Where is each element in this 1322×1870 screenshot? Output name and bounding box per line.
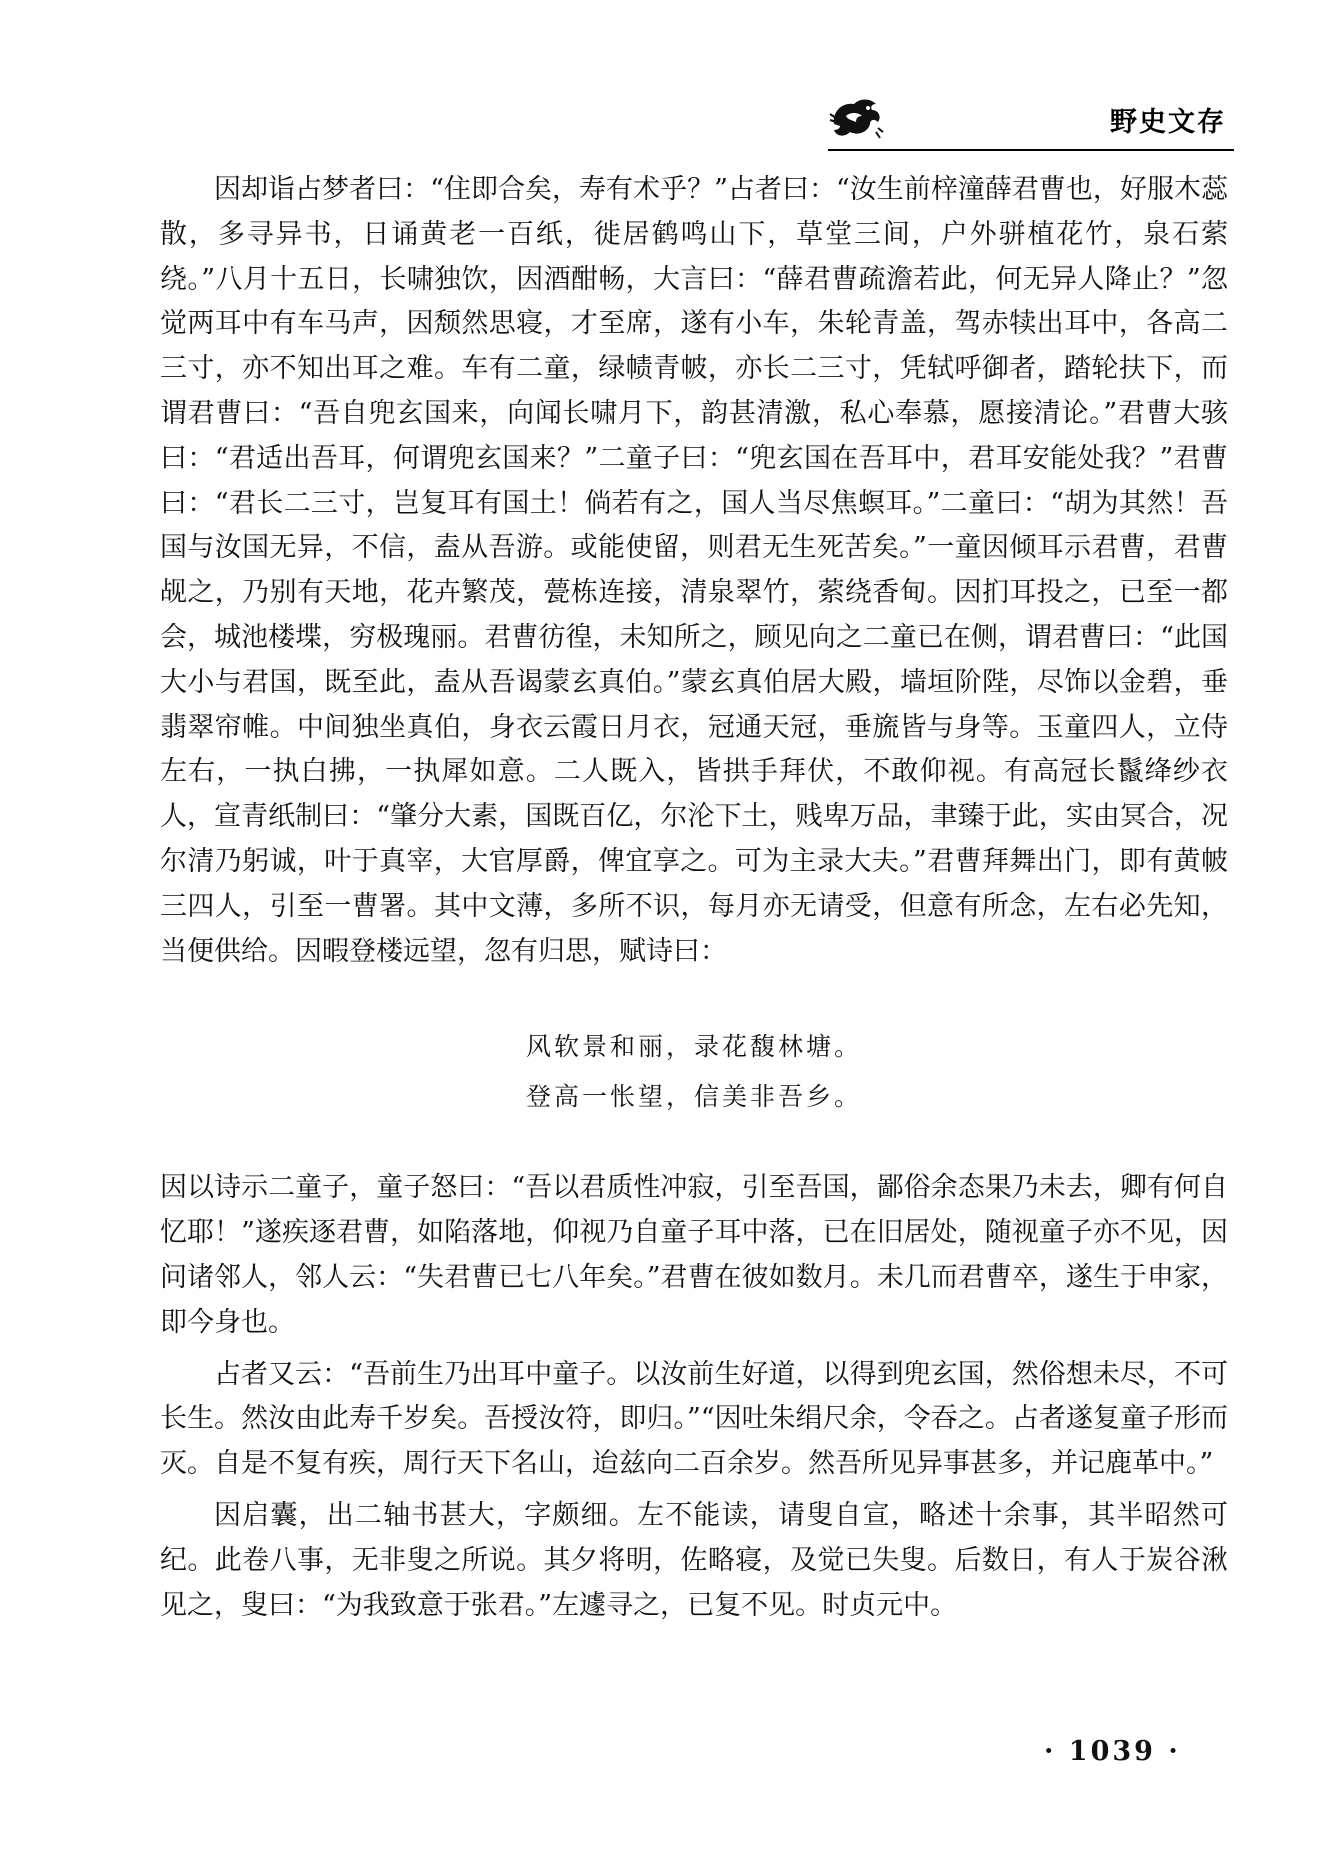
body-paragraph: 因却诣占梦者曰：“住即合矣，寿有术乎？”占者曰：“汝生前梓潼薛君曹也，好服木蕊散，多寻异书，日诵黄老一百纸，徙居鹤鸣山下，草堂三间，户外骈植花竹，泉石萦绕。”八月十五日，长啸独饮，因酒酣畅，大言曰：“薛君曹疏澹若此，何无异人降止？”忽觉两耳中有车马声，因颓然思寝，才至席，遂有小车，朱轮青盖，驾赤犊出耳中，各高二三寸，亦不知出耳之难。车有二童，绿帻青帔，亦长二三寸，凭轼呼御者，踏轮扶下，而谓君曹曰：“吾自兜玄国来，向闻长啸月下，韵甚清激，私心奉慕，愿接清论。”君曹大骇曰：“君适出吾耳，何谓兜玄国来？”二童子曰：“兜玄国在吾耳中，君耳安能处我？”君曹曰：“君长二三寸，岂复耳有国土！倘若有之，国人当尽焦螟耳。”二童曰：“胡为其然！吾国与汝国无异，不信，盍从吾游。或能使留，则君无生死苦矣。”一童因倾耳示君曹，君曹觇之，乃别有天地，花卉繁茂，甍栋连接，清泉翠竹，萦绕香甸。因扪耳投之，已至一都会，城池楼堞，穷极瑰丽。君曹彷徨，未知所之，顾见向之二童已在侧，谓君曹曰：“此国大小与君国，既至此，盍从吾谒蒙玄真伯。”蒙玄真伯居大殿，墙垣阶陛，尽饰以金碧，垂翡翠帘帷。中间独坐真伯，身衣云霞日月衣，冠通天冠，垂旒皆与身等。玉童四人，立侍左右，一执白拂，一执犀如意。二人既入，皆拱手拜伏，不敢仰视。有高冠长鬣绛纱衣人，宣青纸制曰：“肇分大素，国既百亿，尔沦下土，贱卑万品，聿臻于此，实由冥合，况尔清乃躬诚，叶于真宰，大官厚爵，俾宜享之。可为主录大夫。”君曹拜舞出门，即有黄帔三四人，引至一曹署。其中文薄，多所不识，每月亦无请受，但意有所念，左右必先知，当便供给。因暇登楼远望，忽有归思，赋诗曰： [160,174,1228,967]
header-rule [828,149,1234,151]
dragon-emblem-icon [828,94,884,140]
page-number: · 1039 · [1044,1736,1181,1767]
poem-block [160,1022,1228,1122]
header-title: 野史文存 [1110,107,1226,138]
page-header [828,88,1234,150]
body-paragraph: 占者又云：“吾前生乃出耳中童子。以汝前生好道，以得到兜玄国，然俗想未尽，不可长生。然汝由此寿千岁矣。吾授汝符，即归。”“因吐朱绢尺余，令吞之。占者遂复童子形而灭。自是不复有疾，周行天下名山，迨兹向二百余岁。然吾所见异事甚多，并记鹿革中。” [160,1358,1228,1480]
body-paragraph: 因以诗示二童子，童子怒曰：“吾以君质性冲寂，引至吾国，鄙俗余态果乃未去，卿有何自忆耶！”遂疾逐君曹，如陷落地，仰视乃自童子耳中落，已在旧居处，随视童子亦不见，因问诸邻人，邻人云：“失君曹已七八年矣。”君曹在彼如数月。未几而君曹卒，遂生于申家，即今身也。 [160,1172,1228,1338]
body-paragraph: 因启囊，出二轴书甚大，字颇细。左不能读，请叟自宣，略述十余事，其半昭然可纪。此卷八事，无非叟之所说。其夕将明，佐略寝，及觉已失叟。后数日，有人于炭谷湫见之，叟曰：“为我致意于张君。”左遽寻之，已复不见。时贞元中。 [160,1499,1228,1621]
page-body [160,168,1228,1628]
poem-line: 登高一怅望，信美非吾乡。 [525,1082,862,1112]
poem-line: 风软景和丽，录花馥林塘。 [525,1032,862,1062]
